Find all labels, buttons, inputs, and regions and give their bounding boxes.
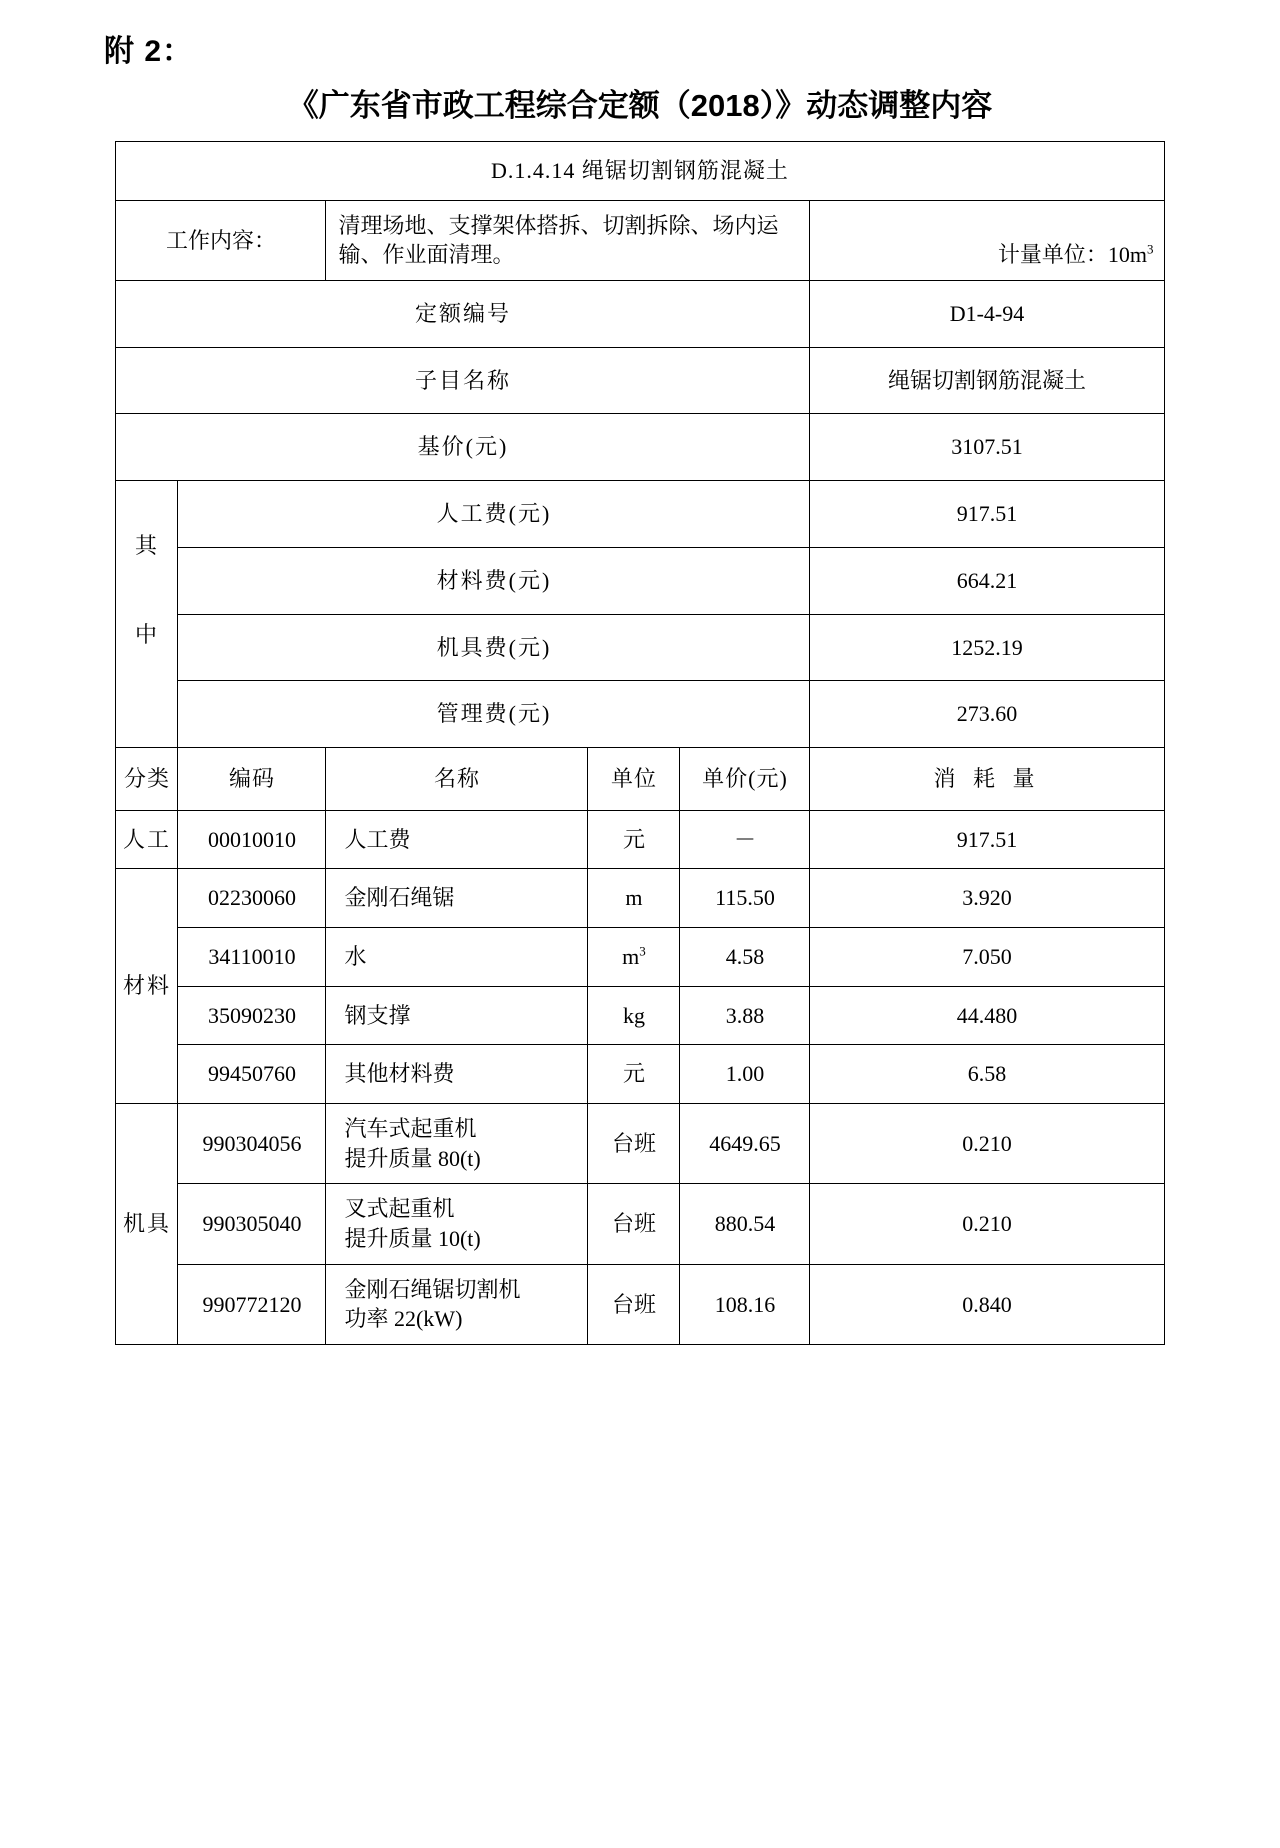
row-consumption: 0.210	[810, 1104, 1164, 1184]
base-price-value: 3107.51	[810, 414, 1164, 481]
row-price: 4.58	[680, 927, 810, 986]
table-row-section-title	[116, 142, 1164, 201]
category-label-material: 材料	[116, 869, 178, 1104]
row-name-line1: 金刚石绳锯切割机	[344, 1276, 521, 1302]
row-name	[326, 1264, 588, 1344]
breakdown-group-label	[116, 481, 178, 748]
row-unit-sup: 3	[639, 943, 646, 959]
row-unit: m	[588, 869, 680, 928]
column-header-category: 分类	[116, 747, 178, 810]
row-name	[326, 1104, 588, 1184]
work-content-text: 清理场地、支撑架体搭拆、切割拆除、场内运输、作业面清理。	[326, 200, 810, 280]
management-cost-value: 273.60	[810, 681, 1164, 748]
attachment-label: 附 2：	[104, 35, 194, 68]
labor-cost-value: 917.51	[810, 481, 1164, 548]
table-row	[116, 810, 1164, 869]
row-name-line2: 提升质量 80(t)	[344, 1145, 481, 1171]
management-cost-label: 管理费(元)	[178, 681, 810, 748]
row-name: 钢支撑	[326, 986, 588, 1045]
table-row	[116, 1045, 1164, 1104]
table-row-work-content	[116, 200, 1164, 280]
row-price: 115.50	[680, 869, 810, 928]
table-row-material-cost	[116, 547, 1164, 614]
page-title: 《广东省市政工程综合定额（2018）》动态调整内容	[287, 88, 993, 123]
table-row-labor-cost	[116, 481, 1164, 548]
breakdown-label-char-2: 中	[134, 621, 159, 647]
row-price: －	[680, 810, 810, 869]
row-unit: 台班	[588, 1184, 680, 1264]
row-name: 水	[326, 927, 588, 986]
row-consumption: 7.050	[810, 927, 1164, 986]
row-name: 其他材料费	[326, 1045, 588, 1104]
row-unit: 元	[588, 810, 680, 869]
row-consumption: 3.920	[810, 869, 1164, 928]
row-price: 4649.65	[680, 1104, 810, 1184]
row-consumption: 0.210	[810, 1184, 1164, 1264]
row-code: 990305040	[178, 1184, 326, 1264]
table-row-item-name	[116, 347, 1164, 414]
table-row	[116, 927, 1164, 986]
row-name	[326, 1184, 588, 1264]
table-row-quota-code	[116, 281, 1164, 348]
measure-unit-label: 计量单位：10m	[997, 242, 1147, 268]
section-title: D.1.4.14 绳锯切割钢筋混凝土	[116, 142, 1164, 201]
table-row	[116, 1104, 1164, 1184]
column-header-unit: 单位	[588, 747, 680, 810]
row-code: 990772120	[178, 1264, 326, 1344]
row-consumption: 44.480	[810, 986, 1164, 1045]
row-price: 108.16	[680, 1264, 810, 1344]
row-code: 990304056	[178, 1104, 326, 1184]
table-header-row	[116, 747, 1164, 810]
row-name-line1: 汽车式起重机	[344, 1116, 477, 1141]
quota-code-label: 定额编号	[116, 281, 810, 348]
row-unit: $m^3$	[588, 927, 680, 986]
row-consumption: 0.840	[810, 1264, 1164, 1344]
base-price-label: 基价(元)	[116, 414, 810, 481]
material-cost-value: 664.21	[810, 547, 1164, 614]
table-row	[116, 1184, 1164, 1264]
row-code: 35090230	[178, 986, 326, 1045]
column-header-code: 编码	[178, 747, 326, 810]
labor-cost-label: 人工费(元)	[178, 481, 810, 548]
quota-table	[115, 141, 1164, 1345]
row-code: 34110010	[178, 927, 326, 986]
row-unit: 台班	[588, 1104, 680, 1184]
column-header-consumption: 消 耗 量	[810, 747, 1164, 810]
row-name-line2: 提升质量 10(t)	[344, 1226, 481, 1252]
row-name: 金刚石绳锯	[326, 869, 588, 928]
row-consumption: 917.51	[810, 810, 1164, 869]
row-price: 1.00	[680, 1045, 810, 1104]
row-consumption: 6.58	[810, 1045, 1164, 1104]
row-price: 3.88	[680, 986, 810, 1045]
row-unit: kg	[588, 986, 680, 1045]
measure-unit-sup: 3	[1147, 242, 1154, 258]
material-cost-label: 材料费(元)	[178, 547, 810, 614]
category-label-labor: 人工	[116, 810, 178, 869]
table-row	[116, 1264, 1164, 1344]
table-row-management-cost	[116, 681, 1164, 748]
row-price: 880.54	[680, 1184, 810, 1264]
machine-cost-value: 1252.19	[810, 614, 1164, 681]
category-label-machine: 机具	[116, 1104, 178, 1345]
measure-unit	[810, 200, 1164, 280]
table-row-machine-cost	[116, 614, 1164, 681]
row-name-line1: 叉式起重机	[344, 1196, 455, 1222]
row-code: 00010010	[178, 810, 326, 869]
row-unit: 台班	[588, 1264, 680, 1344]
quota-code-value: D1-4-94	[810, 281, 1164, 348]
row-code: 02230060	[178, 869, 326, 928]
table-row	[116, 986, 1164, 1045]
machine-cost-label: 机具费(元)	[178, 614, 810, 681]
row-code: 99450760	[178, 1045, 326, 1104]
item-name-label: 子目名称	[116, 347, 810, 414]
row-unit: 元	[588, 1045, 680, 1104]
table-row	[116, 869, 1164, 928]
work-content-label: 工作内容：	[116, 200, 326, 280]
table-row-base-price	[116, 414, 1164, 481]
row-name-line2: 功率 22(kW)	[344, 1306, 463, 1332]
row-name: 人工费	[326, 810, 588, 869]
column-header-name: 名称	[326, 747, 588, 810]
breakdown-label-char-1: 其	[134, 532, 159, 558]
item-name-value: 绳锯切割钢筋混凝土	[810, 347, 1164, 414]
column-header-price: 单价(元)	[680, 747, 810, 810]
